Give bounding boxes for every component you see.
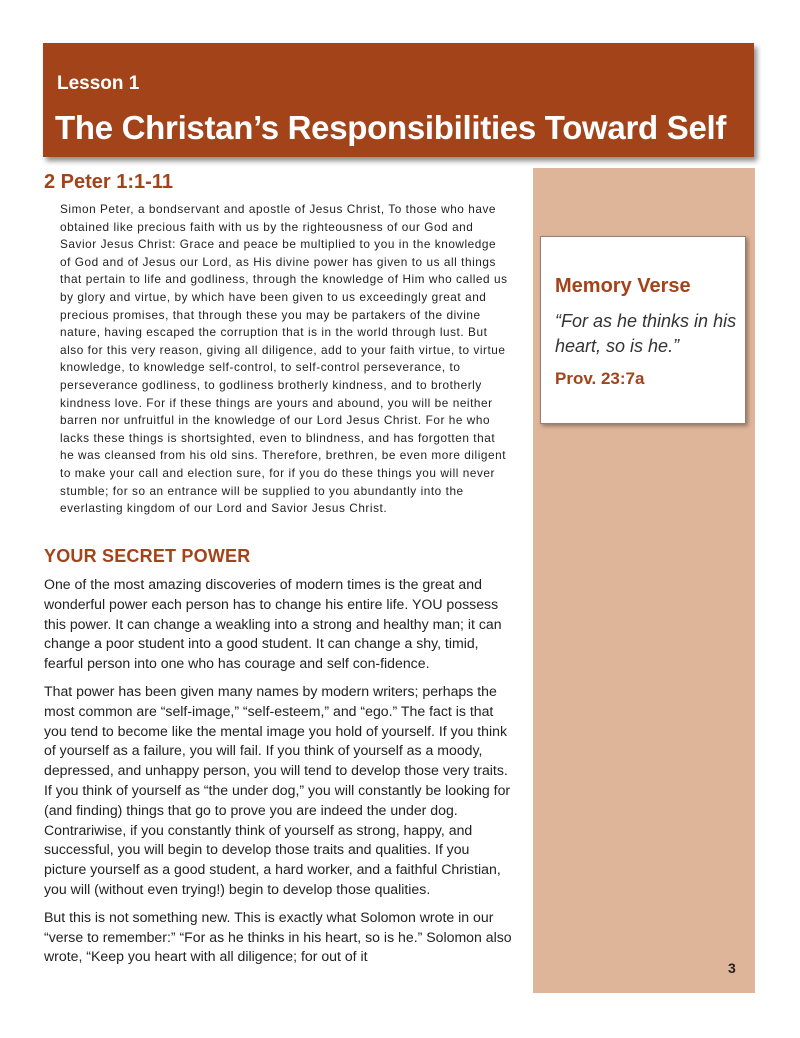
body-paragraph: One of the most amazing discoveries of modern times is the great and wonderful power each person has to change his entire life. YOU possess this power. It can change a weakling into a strong and healthy man; it can change a poor student into a good student. It can change a shy, timid, fearful person into one who has courage and self con-fidence. bbox=[44, 576, 502, 672]
memory-verse-box bbox=[540, 236, 746, 424]
section-heading: YOUR SECRET POWER bbox=[44, 546, 251, 566]
lesson-label: Lesson 1 bbox=[57, 73, 140, 94]
memory-verse-reference: Prov. 23:7a bbox=[555, 369, 645, 388]
body-text bbox=[44, 575, 514, 975]
lesson-title: The Christan’s Responsibilities Toward Self bbox=[55, 109, 727, 146]
memory-verse-title: Memory Verse bbox=[555, 275, 691, 297]
scripture-reference: 2 Peter 1:1-11 bbox=[44, 171, 173, 193]
page-number: 3 bbox=[728, 960, 736, 976]
lesson-header-banner bbox=[43, 43, 754, 157]
memory-verse-text: “For as he thinks in his heart, so is he.” bbox=[555, 311, 737, 356]
body-paragraph: But this is not something new. This is exactly what Solomon wrote in our “verse to remember:” “For as he thinks in his heart, so is he.” Solomon also wrote, “Keep you heart with all diligence; for out of it bbox=[44, 908, 512, 965]
body-paragraph: That power has been given many names by modern writers; perhaps the most common are “self-image,” “self-esteem,” and “ego.” The fact is that you tend to become like the mental image you hold of yourself. If you think of yourself as a failure, you will fail. If you think of yourself as a moody, depressed, and unhappy person, you will tend to develop those very traits. If you think of yourself as “the under dog,” you will constantly be looking for (and finding) things that go to prove you are indeed the under dog. Contrariwise, if you constantly think of yourself as strong, happy, and successful, you will begin to develop those traits and qualities. If you picture yourself as a good student, a hard worker, and a faithful Christian, you will (without even trying!) begin to develop those qualities. bbox=[44, 682, 511, 897]
scripture-text: Simon Peter, a bondservant and apostle of Jesus Christ, To those who have obtained like precious faith with us by the righteousness of our God and Savior Jesus Christ: Grace and peace be multiplied to you in the knowledge of God and of Jesus our Lord, as His divine power has given to us all things that pertain to life and godliness, through the knowledge of Him who called us by glory and virtue, by which have been given to us exceedingly great and precious promises, that through these you may be partakers of the divine nature, having escaped the corruption that is in the world through lust. But also for this very reason, giving all diligence, add to your faith virtue, to virtue knowledge, to knowledge self-control, to self-control perseverance, to perseverance godliness, to godliness brotherly kindness, and to brotherly kindness love. For if these things are yours and abound, you will be neither barren nor unfruitful in the knowledge of our Lord Jesus Christ. For he who lacks these things is shortsighted, even to blindness, and has forgotten that he was cleansed from his old sins. Therefore, brethren, be even more diligent to make your call and election sure, for if you do these things you will never stumble; for so an entrance will be supplied to you abundantly into the everlasting kingdom of our Lord and Savior Jesus Christ. bbox=[60, 202, 508, 516]
